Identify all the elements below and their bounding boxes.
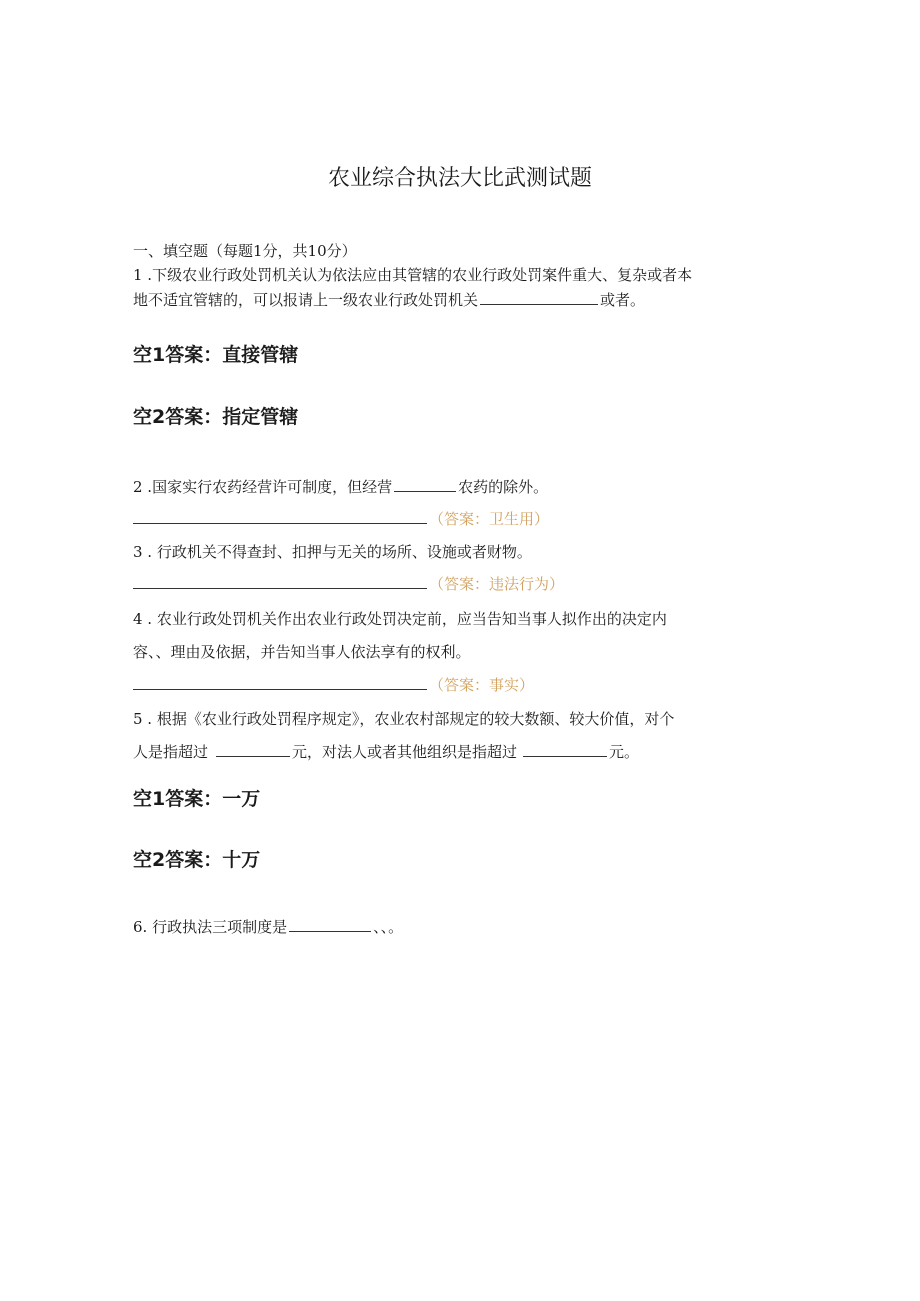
question-2-line <box>133 476 548 498</box>
question-2-blank <box>394 476 456 492</box>
question-2-answer-line <box>133 508 549 530</box>
question-2-answer-blank <box>133 508 427 524</box>
question-5-blank-1 <box>216 741 290 757</box>
question-1-line-1: 1 .下级农业行政处罚机关认为依法应由其管辖的农业行政处罚案件重大、复杂或者本 <box>133 266 693 284</box>
question-5-answer-1: 空1答案：一万 <box>133 788 261 810</box>
question-1-answer-1: 空1答案：直接管辖 <box>133 344 299 366</box>
question-5-blank-2 <box>523 741 607 757</box>
question-2-text-after-blank: 农药的除外。 <box>458 478 549 496</box>
question-2-text-before-blank: 2 .国家实行农药经营许可制度，但经营 <box>133 478 393 496</box>
question-3-answer-blank <box>133 573 427 589</box>
question-2-hint: （答案：卫生用） <box>429 510 550 528</box>
question-1-text-after-blank: 或者。 <box>600 291 646 309</box>
question-5-text-c: 元。 <box>609 743 640 761</box>
question-5-text-b: 元，对法人或者其他组织是指超过 <box>292 743 518 761</box>
question-6-text-after-blank: 、、。 <box>373 918 404 936</box>
question-6-blank <box>289 916 371 932</box>
question-3-hint: （答案：违法行为） <box>429 575 565 593</box>
question-5-line-1: 5 . 根据《农业行政处罚程序规定》，农业农村部规定的较大数额、较大价值，对个 <box>133 710 675 728</box>
question-3-line: 3 . 行政机关不得查封、扣押与无关的场所、设施或者财物。 <box>133 543 532 561</box>
page-title: 农业综合执法大比武测试题 <box>327 166 592 191</box>
question-4-hint: （答案：事实） <box>429 676 535 694</box>
question-4-line-1: 4 . 农业行政处罚机关作出农业行政处罚决定前，应当告知当事人拟作出的决定内 <box>133 610 667 628</box>
question-6-line <box>133 916 403 938</box>
question-4-answer-blank <box>133 674 427 690</box>
question-5-text-a: 人是指超过 <box>133 743 209 761</box>
question-6-text-before-blank: 6. 行政执法三项制度是 <box>133 918 288 936</box>
question-1-text-before-blank: 地不适宜管辖的，可以报请上一级农业行政处罚机关 <box>133 291 479 309</box>
question-5-answer-2: 空2答案：十万 <box>133 849 261 871</box>
question-3-answer-line <box>133 573 564 595</box>
question-1-line-2 <box>133 289 645 311</box>
question-4-answer-line <box>133 674 534 696</box>
section-heading: 一、填空题（每题1分，共10分） <box>133 242 357 260</box>
question-1-answer-2: 空2答案：指定管辖 <box>133 406 299 428</box>
question-1-blank <box>480 289 598 305</box>
question-5-line-2 <box>133 741 639 763</box>
question-4-line-2: 容、、理由及依据，并告知当事人依法享有的权利。 <box>133 643 471 661</box>
